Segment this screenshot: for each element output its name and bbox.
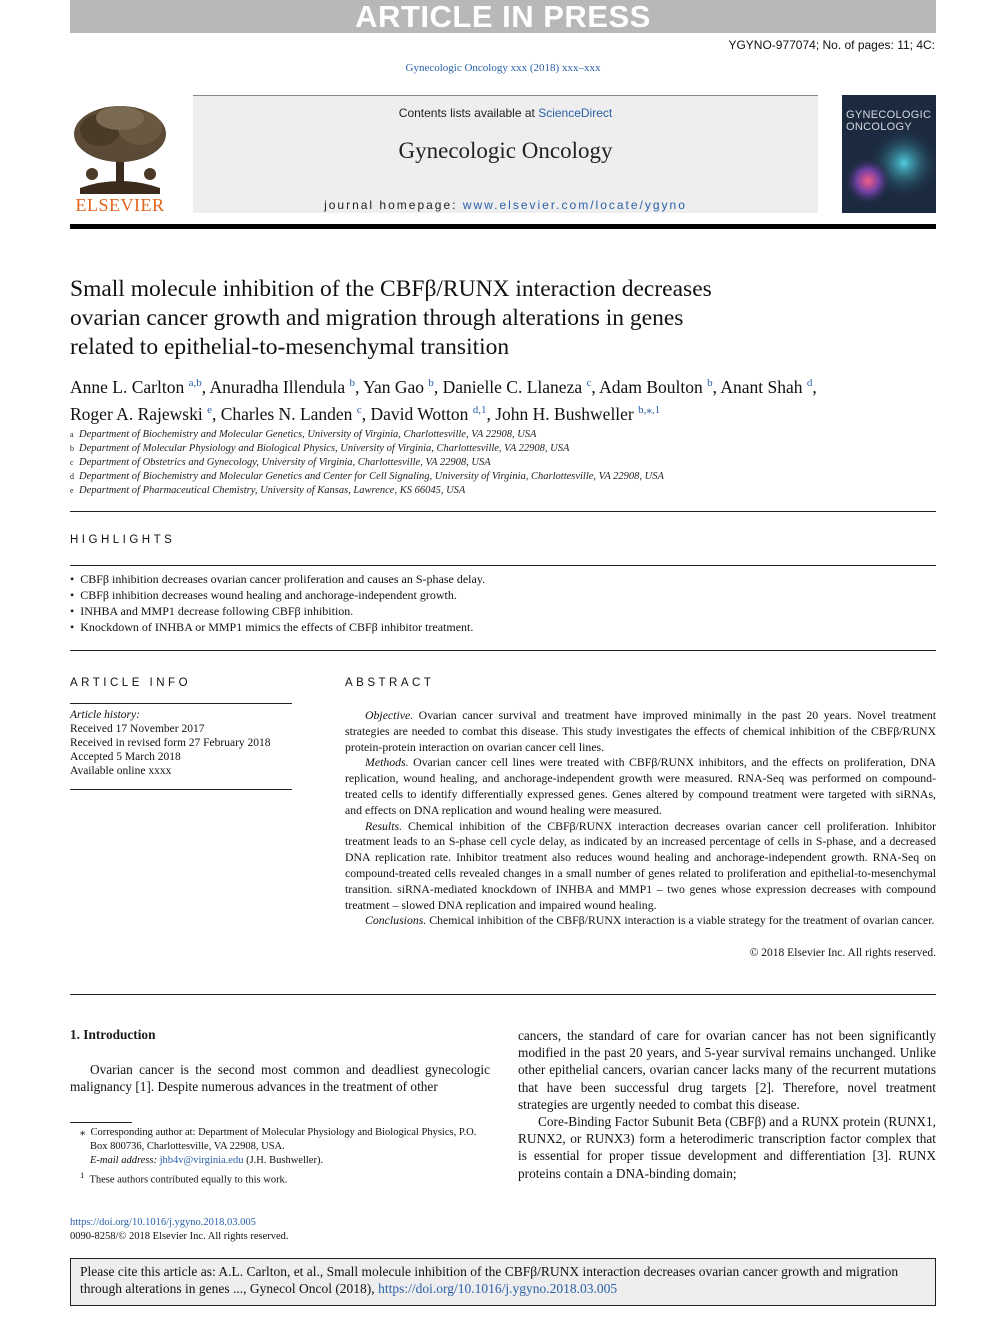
cover-title: GYNECOLOGIC ONCOLOGY bbox=[846, 109, 932, 133]
history-received: Received 17 November 2017 bbox=[70, 723, 205, 735]
journal-citation-link[interactable]: Gynecologic Oncology xxx (2018) xxx–xxx bbox=[405, 62, 601, 74]
author-name: Adam Boulton bbox=[599, 376, 703, 397]
article-info-heading: ARTICLE INFO bbox=[70, 677, 192, 689]
equal-text: These authors contributed equally to this work. bbox=[89, 1174, 288, 1186]
highlight-item: • INHBA and MMP1 decrease following CBFβ inhibition. bbox=[70, 603, 936, 619]
author-affiliation-ref[interactable]: b bbox=[349, 377, 355, 389]
article-title bbox=[70, 275, 830, 362]
equal-contribution-note bbox=[70, 1168, 490, 1188]
affiliation-label: d bbox=[70, 472, 74, 481]
affiliation-item bbox=[70, 442, 940, 456]
affiliations-divider bbox=[70, 511, 936, 512]
corr-text: Corresponding author at: Department of Molecular Physiology and Biological Physics, P.O. Box 800736, Charlottesville, VA 22908, USA. bbox=[90, 1127, 477, 1152]
copyright-notice: © 2018 Elsevier Inc. All rights reserved. bbox=[749, 947, 936, 959]
author-name: Charles N. Landen bbox=[220, 403, 353, 424]
footnotes bbox=[70, 1126, 490, 1188]
citation-body: Please cite this article as: A.L. Carlton, et al., Small molecule inhibition of the CBFβ/RUNX interaction decreases ovarian cancer growth and migration through alterations in genes ..., Gynecol Oncol (2018), bbox=[80, 1264, 899, 1296]
journal-name: Gynecologic Oncology bbox=[398, 138, 613, 163]
history-label: Article history: bbox=[70, 709, 140, 721]
article-info-rule bbox=[70, 703, 292, 704]
doi-block bbox=[70, 1216, 289, 1244]
abstract-label: Results. bbox=[365, 818, 403, 833]
doi-link[interactable]: https://doi.org/10.1016/j.ygyno.2018.03.005 bbox=[70, 1217, 256, 1228]
section-heading-introduction: 1. Introduction bbox=[70, 1027, 156, 1042]
header-divider bbox=[70, 224, 936, 229]
highlight-item: • CBFβ inhibition decreases wound healing and anchorage-independent growth. bbox=[70, 587, 936, 603]
author-affiliation-ref[interactable]: c bbox=[356, 403, 362, 416]
author-affiliation-ref[interactable]: e bbox=[207, 403, 212, 416]
abstract-paragraph bbox=[345, 819, 936, 914]
author-name: Roger A. Rajewski bbox=[70, 403, 203, 424]
issn-line: 0090-8258/© 2018 Elsevier Inc. All rights reserved. bbox=[70, 1231, 289, 1242]
history-online: Available online xxxx bbox=[70, 765, 172, 777]
sciencedirect-link[interactable]: ScienceDirect bbox=[538, 106, 613, 120]
email-owner: (J.H. Bushweller). bbox=[246, 1155, 324, 1166]
article-history bbox=[70, 708, 292, 778]
highlight-item: • Knockdown of INHBA or MMP1 mimics the effects of CBFβ inhibitor treatment. bbox=[70, 619, 936, 635]
affiliation-text: Department of Biochemistry and Molecular Genetics, University of Virginia, Charlottesville, VA 22908, USA bbox=[79, 429, 537, 440]
abstract-label: Methods. bbox=[365, 755, 409, 770]
homepage-prefix: journal homepage: bbox=[324, 198, 463, 212]
citation-text bbox=[80, 1263, 930, 1297]
highlights-top-rule bbox=[70, 565, 936, 566]
author-name: Anant Shah bbox=[720, 376, 803, 397]
affiliation-item bbox=[70, 484, 940, 498]
body-column-right bbox=[518, 1027, 936, 1182]
author-name: John H. Bushweller bbox=[495, 403, 634, 424]
author-name: Danielle C. Llaneza bbox=[442, 376, 583, 397]
author-affiliation-ref[interactable]: a,b bbox=[188, 377, 202, 389]
article-in-press-banner: ARTICLE IN PRESS bbox=[70, 0, 936, 33]
abstract-label: Conclusions. bbox=[365, 913, 427, 928]
abstract-paragraph bbox=[345, 755, 936, 818]
contents-line bbox=[193, 106, 818, 120]
title-line: related to epithelial-to-mesenchymal transition bbox=[70, 334, 510, 360]
email-link[interactable]: jhb4v@virginia.edu bbox=[159, 1155, 244, 1166]
abstract-text: Chemical inhibition of the CBFβ/RUNX interaction is a viable strategy for the treatment of ovarian cancer. bbox=[426, 913, 935, 928]
manuscript-id: YGYNO-977074; No. of pages: 11; 4C: bbox=[728, 38, 935, 52]
abstract-heading: ABSTRACT bbox=[345, 677, 435, 689]
affiliation-item bbox=[70, 456, 940, 470]
email-label: E-mail address: bbox=[90, 1155, 157, 1166]
author-name: Yan Gao bbox=[363, 376, 425, 397]
affiliation-text: Department of Biochemistry and Molecular Genetics and Center for Cell Signaling, University of Virginia, Charlottesville, VA 22908, USA bbox=[79, 471, 664, 482]
affiliation-label: e bbox=[70, 486, 74, 495]
footnote-rule bbox=[70, 1122, 132, 1123]
abstract-divider bbox=[70, 994, 936, 995]
abstract-body bbox=[345, 708, 936, 929]
affiliation-label: b bbox=[70, 444, 74, 453]
history-revised: Received in revised form 27 February 2018 bbox=[70, 737, 271, 749]
abstract-text: Ovarian cancer cell lines were treated with CBFβ/RUNX inhibitors, and the effects on proliferation, DNA replication, wound healing, and anchorage-independent growth were measured. RNA-Seq was performed on compound-treated cells to identify differentially expressed genes. Genes altered by compound treatment were targeted with siRNAs, and effects on DNA replication and wound healing were measured. bbox=[345, 755, 936, 817]
author-name: David Wotton bbox=[370, 403, 469, 424]
body-paragraph: Ovarian cancer is the second most common and deadliest gynecologic malignancy [1]. Despite numerous advances in the treatment of other bbox=[70, 1062, 490, 1095]
abstract-paragraph bbox=[345, 708, 936, 755]
author-name: Anuradha Illendula bbox=[209, 376, 346, 397]
affiliation-item bbox=[70, 470, 940, 484]
highlights-list bbox=[70, 571, 936, 635]
body-paragraph: cancers, the standard of care for ovarian cancer has not been significantly modified in the past 20 years, and 5-year survival remains unchanged. Unlike other epithelial cancers, ovarian cancer lacks many of the recurrent mutations that have been successful drug targets [2]. Therefore, novel treatment strategies are urgently needed to combat this disease. bbox=[518, 1028, 936, 1112]
author-list: Anne L. Carlton $^{a,b}$, Anuradha Illendula $^b$, Yan Gao $^b$, Danielle C. Llaneza $^c$, Adam Boulton $^b$, Anant Shah $^d$, Roger A. Rajewski $^e$, Charles N. Landen $^c$, David Wotton $^{d,1}$, John H. Bushweller $^{b,⁎,1}$ bbox=[70, 376, 817, 424]
affiliation-label: a bbox=[70, 430, 74, 439]
author-affiliation-ref[interactable]: b,⁎,1 bbox=[638, 403, 661, 416]
history-accepted: Accepted 5 March 2018 bbox=[70, 751, 181, 763]
abstract-paragraph bbox=[345, 913, 936, 929]
author-affiliation-ref[interactable]: d bbox=[806, 377, 813, 389]
journal-homepage bbox=[193, 198, 818, 212]
highlights-bottom-rule bbox=[70, 650, 936, 651]
highlight-item: • CBFβ inhibition decreases ovarian cancer proliferation and causes an S-phase delay. bbox=[70, 571, 936, 587]
abstract-text: Ovarian cancer survival and treatment have improved minimally in the past 20 years. Novel treatment strategies are needed to combat this disease. This study investigates the effects of chemical inhibition of the CBFβ/RUNX protein-protein interaction on ovarian cancer cell lines. bbox=[345, 708, 936, 754]
elsevier-wordmark: ELSEVIER bbox=[75, 195, 165, 215]
highlights-heading: HIGHLIGHTS bbox=[70, 534, 176, 546]
affiliation-text: Department of Molecular Physiology and Biological Physics, University of Virginia, Charlottesville, VA 22908, USA bbox=[79, 443, 570, 454]
affiliation-item bbox=[70, 428, 940, 442]
article-info-bottom-rule bbox=[70, 789, 292, 790]
homepage-url-link[interactable]: www.elsevier.com/locate/ygyno bbox=[462, 198, 687, 212]
email-note bbox=[70, 1154, 490, 1168]
author-affiliation-ref[interactable]: b bbox=[707, 377, 713, 389]
author-affiliation-ref[interactable]: c bbox=[586, 377, 592, 389]
body-paragraph: Core-Binding Factor Subunit Beta (CBFβ) and a RUNX protein (RUNX1, RUNX2, or RUNX3) form a heterodimeric transcription factor complex that is essential for proper tissue development and differentiation [3]. RUNX proteins contain a DNA-binding domain; bbox=[518, 1114, 936, 1181]
title-line: ovarian cancer growth and migration through alterations in genes bbox=[70, 305, 684, 331]
title-line: Small molecule inhibition of the CBFβ/RUNX interaction decreases bbox=[70, 276, 712, 302]
abstract-text: Chemical inhibition of the CBFβ/RUNX interaction decreases ovarian cancer cell proliferation. Inhibitor treatment leads to an S-phase cell cycle delay, as indicated by an increased percentage of cells in S-phase, and a decreased DNA replication rate. Inhibitor treatment also reduces wound healing and anchorage-independent growth. RNA-Seq on compound-treated cells revealed changes in a small number of genes related to proliferation and epithelial-to-mesenchymal transition. siRNA-mediated knockdown of INHBA and MMP1 – two genes whose expression decreases with compound treatment – slowed DNA replication and impaired wound healing. bbox=[345, 818, 936, 912]
citation-doi-link[interactable]: https://doi.org/10.1016/j.ygyno.2018.03.005 bbox=[378, 1281, 618, 1296]
author-name: Anne L. Carlton bbox=[70, 376, 185, 397]
journal-cover-image bbox=[842, 95, 936, 213]
corresponding-author-note bbox=[70, 1126, 490, 1154]
author-affiliation-ref[interactable]: b bbox=[428, 377, 434, 389]
contents-prefix: Contents lists available at bbox=[398, 106, 539, 120]
abstract-label: Objective. bbox=[365, 708, 414, 722]
author-affiliation-ref[interactable]: d,1 bbox=[472, 403, 487, 416]
affiliation-label: c bbox=[70, 458, 74, 467]
equal-mark: 1 bbox=[80, 1170, 85, 1180]
body-column-left bbox=[70, 1061, 490, 1095]
affiliation-list bbox=[70, 428, 940, 498]
affiliation-text: Department of Obstetrics and Gynecology, University of Virginia, Charlottesville, VA 22908, USA bbox=[79, 457, 491, 468]
affiliation-text: Department of Pharmaceutical Chemistry, University of Kansas, Lawrence, KS 66045, USA bbox=[79, 485, 466, 496]
corr-mark: ⁎ bbox=[80, 1127, 86, 1138]
